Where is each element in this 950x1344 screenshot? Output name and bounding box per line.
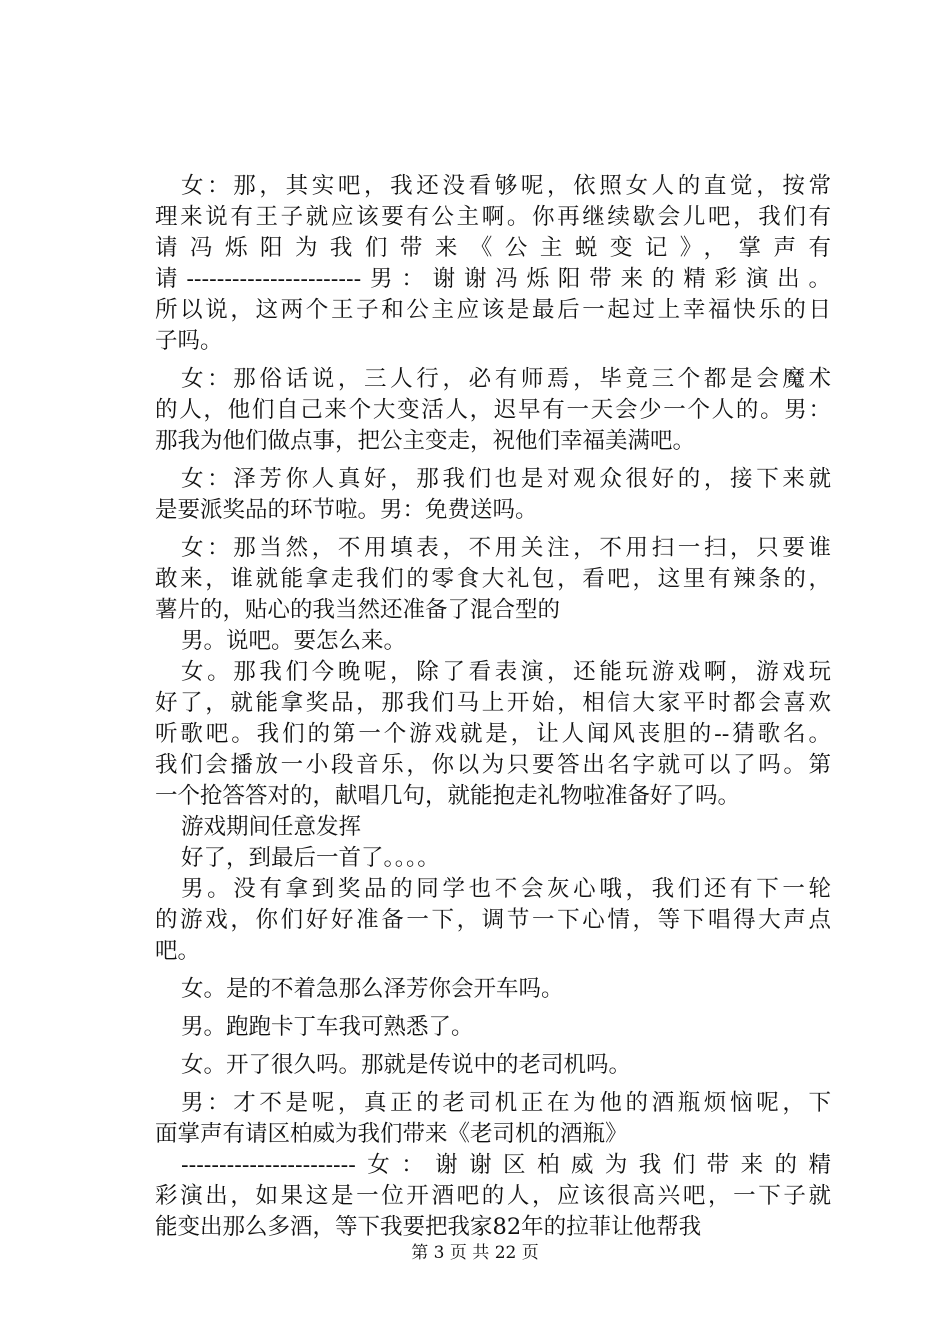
text-line: 所以说，这两个王子和公主应该是最后一起过上幸福快乐的日 [155,297,831,323]
text-line: 薯片的，贴心的我当然还准备了混合型的 [155,597,561,623]
text-line: 女：那，其实吧，我还没看够呢，依照女人的直觉，按常 [181,173,831,199]
text-line: 男。说吧。要怎么来。 [181,628,407,654]
text-line: 那我为他们做点事，把公主变走，祝他们幸福美满吧。 [155,428,696,454]
text-line: 女：泽芳你人真好，那我们也是对观众很好的，接下来就 [181,466,831,492]
text-line: 女。那我们今晚呢，除了看表演，还能玩游戏啊，游戏玩 [181,659,831,685]
text-line: 请-----------------------男：谢谢冯烁阳带来的精彩演出。 [155,266,831,292]
text-line: 能变出那么多酒，等下我要把我家82年的拉菲让他帮我 [155,1214,702,1240]
page-number-footer: 第 3 页 共 22 页 [411,1243,539,1263]
text-line: 理来说有王子就应该要有公主啊。你再继续歇会儿吧，我们有 [155,204,831,230]
text-line: 女：那当然，不用填表，不用关注，不用扫一扫，只要谁 [181,535,831,561]
text-line: 请冯烁阳为我们带来《公主蜕变记》，掌声有 [155,235,831,261]
text-line: 的游戏，你们好好准备一下，调节一下心情，等下唱得大声点 [155,907,831,933]
text-line: 游戏期间任意发挥 [181,814,362,840]
text-line: 敢来，谁就能拿走我们的零食大礼包，看吧，这里有辣条的， [155,566,831,592]
text-line: -----------------------女：谢谢区柏威为我们带来的精 [181,1152,831,1178]
document-body [155,171,831,1243]
text-line: 好了，就能拿奖品，那我们马上开始，相信大家平时都会喜欢 [155,690,831,716]
text-line: 是要派奖品的环节啦。男：免费送吗。 [155,497,538,523]
text-line: 男：才不是呢，真正的老司机正在为他的酒瓶烦恼呢，下 [181,1090,831,1116]
text-line: 吧。 [155,938,201,964]
text-line: 子吗。 [155,328,223,354]
text-line: 女：那俗话说，三人行，必有师焉，毕竟三个都是会魔术 [181,366,831,392]
text-line: 女。开了很久吗。那就是传说中的老司机吗。 [181,1052,632,1078]
text-line: 女。是的不着急那么泽芳你会开车吗。 [181,976,564,1002]
text-line: 好了，到最后一首了。。。。 [181,845,440,871]
text-line: 听歌吧。我们的第一个游戏就是，让人闻风丧胆的--猜歌名。 [155,721,831,747]
text-line: 的人，他们自己来个大变活人，迟早有一天会少一个人的。男： [155,397,831,423]
text-line: 面掌声有请区柏威为我们带来《老司机的酒瓶》 [155,1121,628,1147]
text-line: 男。没有拿到奖品的同学也不会灰心哦，我们还有下一轮 [181,876,831,902]
text-line: 我们会播放一小段音乐，你以为只要答出名字就可以了吗。第 [155,752,831,778]
text-line: 男。跑跑卡丁车我可熟悉了。 [181,1014,474,1040]
text-line: 彩演出，如果这是一位开酒吧的人，应该很高兴吧，一下子就 [155,1183,831,1209]
text-line: 一个抢答答对的，献唱几句，就能抱走礼物啦准备好了吗。 [155,783,741,809]
